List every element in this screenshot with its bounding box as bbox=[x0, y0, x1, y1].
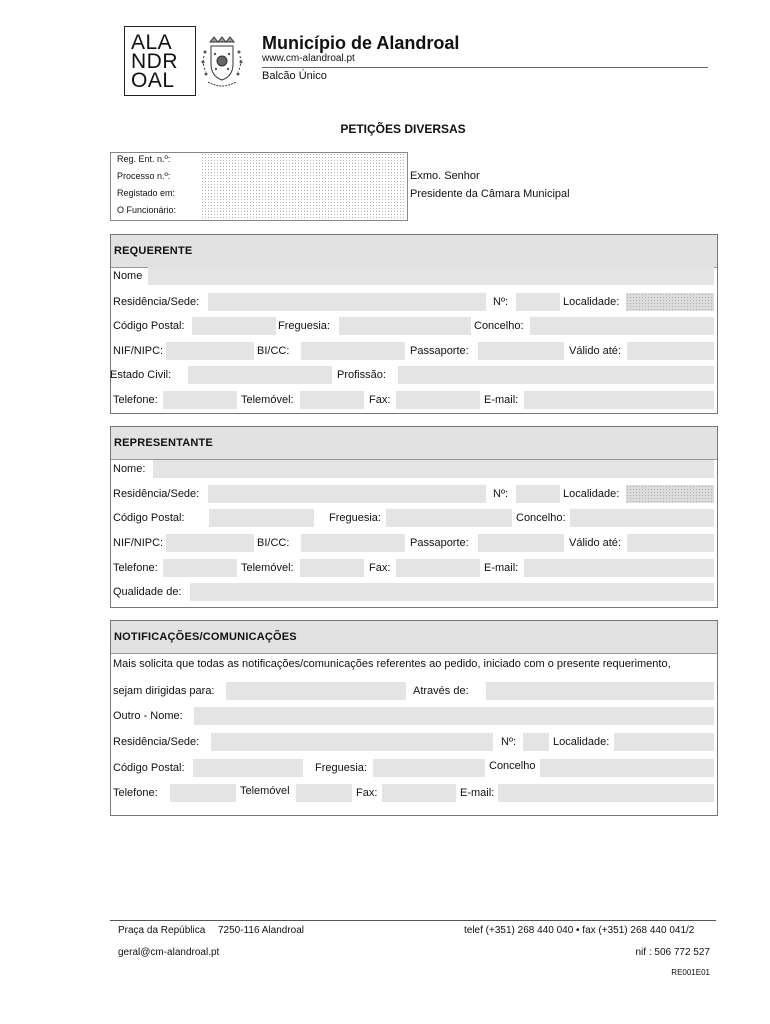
requerente-passaporte-label: Passaporte: bbox=[410, 345, 469, 357]
requerente-heading: REQUERENTE bbox=[114, 245, 193, 257]
footer-postal: 7250-116 Alandroal bbox=[218, 925, 304, 936]
requerente-telefone-label: Telefone: bbox=[113, 394, 158, 406]
reg-ent-label: Reg. Ent. n.º: bbox=[117, 154, 171, 164]
header-subtitle: Balcão Único bbox=[262, 70, 327, 82]
registry-input-area[interactable] bbox=[201, 153, 406, 219]
requerente-nif-label: NIF/NIPC: bbox=[113, 345, 164, 357]
representante-qualidade-label: Qualidade de: bbox=[113, 586, 182, 598]
funcionario-label: O Funcionário: bbox=[117, 205, 177, 215]
requerente-profissao-label: Profissão: bbox=[337, 369, 386, 381]
notificacoes-telefone-input[interactable] bbox=[170, 784, 236, 802]
representante-telemovel-label: Telemóvel: bbox=[241, 562, 294, 574]
form-title: PETIÇÕES DIVERSAS bbox=[340, 122, 466, 136]
representante-fax-label: Fax: bbox=[369, 562, 391, 574]
notificacoes-fax-input[interactable] bbox=[382, 784, 456, 802]
requerente-concelho-input[interactable] bbox=[530, 317, 714, 335]
requerente-residencia-input[interactable] bbox=[208, 293, 486, 311]
representante-localidade-input[interactable] bbox=[626, 485, 714, 503]
requerente-localidade-input[interactable] bbox=[626, 293, 714, 311]
notificacoes-concelho-label: Concelho bbox=[489, 760, 536, 772]
footer-rule bbox=[110, 920, 716, 921]
requerente-email-label: E-mail: bbox=[484, 394, 519, 406]
notificacoes-dirigidas-label: sejam dirigidas para: bbox=[113, 685, 215, 697]
notificacoes-residencia-label: Residência/Sede: bbox=[113, 736, 200, 748]
registado-label: Registado em: bbox=[117, 188, 176, 198]
processo-label: Processo n.º: bbox=[117, 171, 171, 181]
website-link[interactable]: www.cm-alandroal.pt bbox=[262, 53, 355, 64]
requerente-nome-label: Nome bbox=[113, 270, 143, 282]
requerente-freguesia-input[interactable] bbox=[339, 317, 471, 335]
requerente-cp-label: Código Postal: bbox=[113, 320, 185, 332]
requerente-passaporte-input[interactable] bbox=[478, 342, 564, 360]
representante-residencia-input[interactable] bbox=[208, 485, 486, 503]
requerente-bicc-input[interactable] bbox=[301, 342, 405, 360]
footer-nif: nif : 506 772 527 bbox=[635, 947, 710, 958]
representante-numero-label: Nº: bbox=[493, 488, 509, 500]
requerente-cp-input[interactable] bbox=[192, 317, 276, 335]
representante-valido-label: Válido até: bbox=[569, 537, 621, 549]
representante-freguesia-input[interactable] bbox=[386, 509, 512, 527]
representante-telefone-label: Telefone: bbox=[113, 562, 158, 574]
representante-residencia-label: Residência/Sede: bbox=[113, 488, 200, 500]
footer-phone-fax: telef (+351) 268 440 040 • fax (+351) 268 440 041/2 bbox=[464, 925, 695, 936]
logo-text-line-2: NDR bbox=[131, 50, 178, 73]
requerente-profissao-input[interactable] bbox=[398, 366, 714, 384]
notificacoes-numero-input[interactable] bbox=[523, 733, 549, 751]
notificacoes-atraves-input[interactable] bbox=[486, 682, 714, 700]
representante-email-label: E-mail: bbox=[484, 562, 519, 574]
representante-passaporte-input[interactable] bbox=[478, 534, 564, 552]
representante-nome-input[interactable] bbox=[153, 460, 714, 478]
requerente-estado-civil-label: Estado Civil: bbox=[110, 369, 172, 381]
header-rule bbox=[262, 67, 708, 68]
representante-qualidade-input[interactable] bbox=[190, 583, 714, 601]
logo-text-line-3: OAL bbox=[131, 69, 175, 92]
requerente-valido-input[interactable] bbox=[627, 342, 714, 360]
representante-valido-input[interactable] bbox=[627, 534, 714, 552]
notificacoes-header bbox=[111, 621, 717, 654]
footer-email[interactable]: geral@cm-alandroal.pt bbox=[118, 947, 220, 958]
notificacoes-concelho-input[interactable] bbox=[540, 759, 714, 777]
requerente-email-input[interactable] bbox=[524, 391, 714, 409]
representante-heading: REPRESENTANTE bbox=[114, 437, 213, 449]
representante-numero-input[interactable] bbox=[516, 485, 560, 503]
representante-nome-label: Nome: bbox=[113, 463, 146, 475]
municipality-logo bbox=[124, 26, 196, 96]
representante-bicc-input[interactable] bbox=[301, 534, 405, 552]
notificacoes-dirigidas-input[interactable] bbox=[226, 682, 406, 700]
representante-localidade-label: Localidade: bbox=[563, 488, 620, 500]
notificacoes-telemovel-label: Telemóvel bbox=[240, 785, 290, 797]
footer-address: Praça da República bbox=[118, 925, 206, 936]
notificacoes-outro-nome-input[interactable] bbox=[194, 707, 714, 725]
requerente-telefone-input[interactable] bbox=[163, 391, 237, 409]
notificacoes-intro: Mais solicita que todas as notificações/comunicações referentes ao pedido, iniciado com o presente requerimento, bbox=[113, 658, 671, 670]
notificacoes-freguesia-input[interactable] bbox=[373, 759, 485, 777]
representante-nif-input[interactable] bbox=[166, 534, 254, 552]
coat-of-arms-icon bbox=[200, 34, 244, 90]
requerente-fax-label: Fax: bbox=[369, 394, 391, 406]
requerente-estado-civil-input[interactable] bbox=[188, 366, 332, 384]
municipality-name: Município de Alandroal bbox=[262, 33, 460, 53]
requerente-telemovel-input[interactable] bbox=[300, 391, 364, 409]
requerente-fax-input[interactable] bbox=[396, 391, 480, 409]
requerente-numero-label: Nº: bbox=[493, 296, 509, 308]
representante-fax-input[interactable] bbox=[396, 559, 480, 577]
representante-passaporte-label: Passaporte: bbox=[410, 537, 469, 549]
notificacoes-fax-label: Fax: bbox=[356, 787, 378, 799]
requerente-numero-input[interactable] bbox=[516, 293, 560, 311]
notificacoes-freguesia-label: Freguesia: bbox=[315, 762, 367, 774]
representante-header bbox=[111, 427, 717, 460]
requerente-bicc-label: BI/CC: bbox=[257, 345, 290, 357]
requerente-valido-label: Válido até: bbox=[569, 345, 621, 357]
representante-bicc-label: BI/CC: bbox=[257, 537, 290, 549]
requerente-residencia-label: Residência/Sede: bbox=[113, 296, 200, 308]
requerente-localidade-label: Localidade: bbox=[563, 296, 620, 308]
requerente-header bbox=[111, 235, 717, 268]
footer-form-code: RE001E01 bbox=[671, 968, 710, 977]
requerente-nome-input[interactable] bbox=[148, 267, 714, 285]
representante-telemovel-input[interactable] bbox=[300, 559, 364, 577]
representante-nif-label: NIF/NIPC: bbox=[113, 537, 164, 549]
requerente-concelho-label: Concelho: bbox=[474, 320, 524, 332]
notificacoes-email-label: E-mail: bbox=[460, 787, 495, 799]
addressee-line-1: Exmo. Senhor bbox=[410, 170, 480, 182]
notificacoes-atraves-label: Através de: bbox=[413, 685, 469, 697]
notificacoes-numero-label: Nº: bbox=[501, 736, 517, 748]
notificacoes-residencia-input[interactable] bbox=[211, 733, 493, 751]
notificacoes-localidade-input[interactable] bbox=[614, 733, 714, 751]
requerente-telemovel-label: Telemóvel: bbox=[241, 394, 294, 406]
representante-telefone-input[interactable] bbox=[163, 559, 237, 577]
notificacoes-email-input[interactable] bbox=[498, 784, 714, 802]
requerente-nif-input[interactable] bbox=[166, 342, 254, 360]
notificacoes-telefone-label: Telefone: bbox=[113, 787, 158, 799]
representante-concelho-input[interactable] bbox=[570, 509, 714, 527]
notificacoes-telemovel-input[interactable] bbox=[296, 784, 352, 802]
representante-freguesia-label: Freguesia: bbox=[329, 512, 381, 524]
representante-concelho-label: Concelho: bbox=[516, 512, 566, 524]
addressee-line-2: Presidente da Câmara Municipal bbox=[410, 188, 570, 200]
notificacoes-cp-input[interactable] bbox=[193, 759, 303, 777]
notificacoes-localidade-label: Localidade: bbox=[553, 736, 610, 748]
notificacoes-heading: NOTIFICAÇÕES/COMUNICAÇÕES bbox=[114, 631, 297, 643]
representante-email-input[interactable] bbox=[524, 559, 714, 577]
notificacoes-outro-nome-label: Outro - Nome: bbox=[113, 710, 183, 722]
logo-text-line-1: ALA bbox=[131, 31, 173, 54]
notificacoes-cp-label: Código Postal: bbox=[113, 762, 185, 774]
representante-cp-label: Código Postal: bbox=[113, 512, 185, 524]
requerente-freguesia-label: Freguesia: bbox=[278, 320, 330, 332]
representante-cp-input[interactable] bbox=[209, 509, 314, 527]
